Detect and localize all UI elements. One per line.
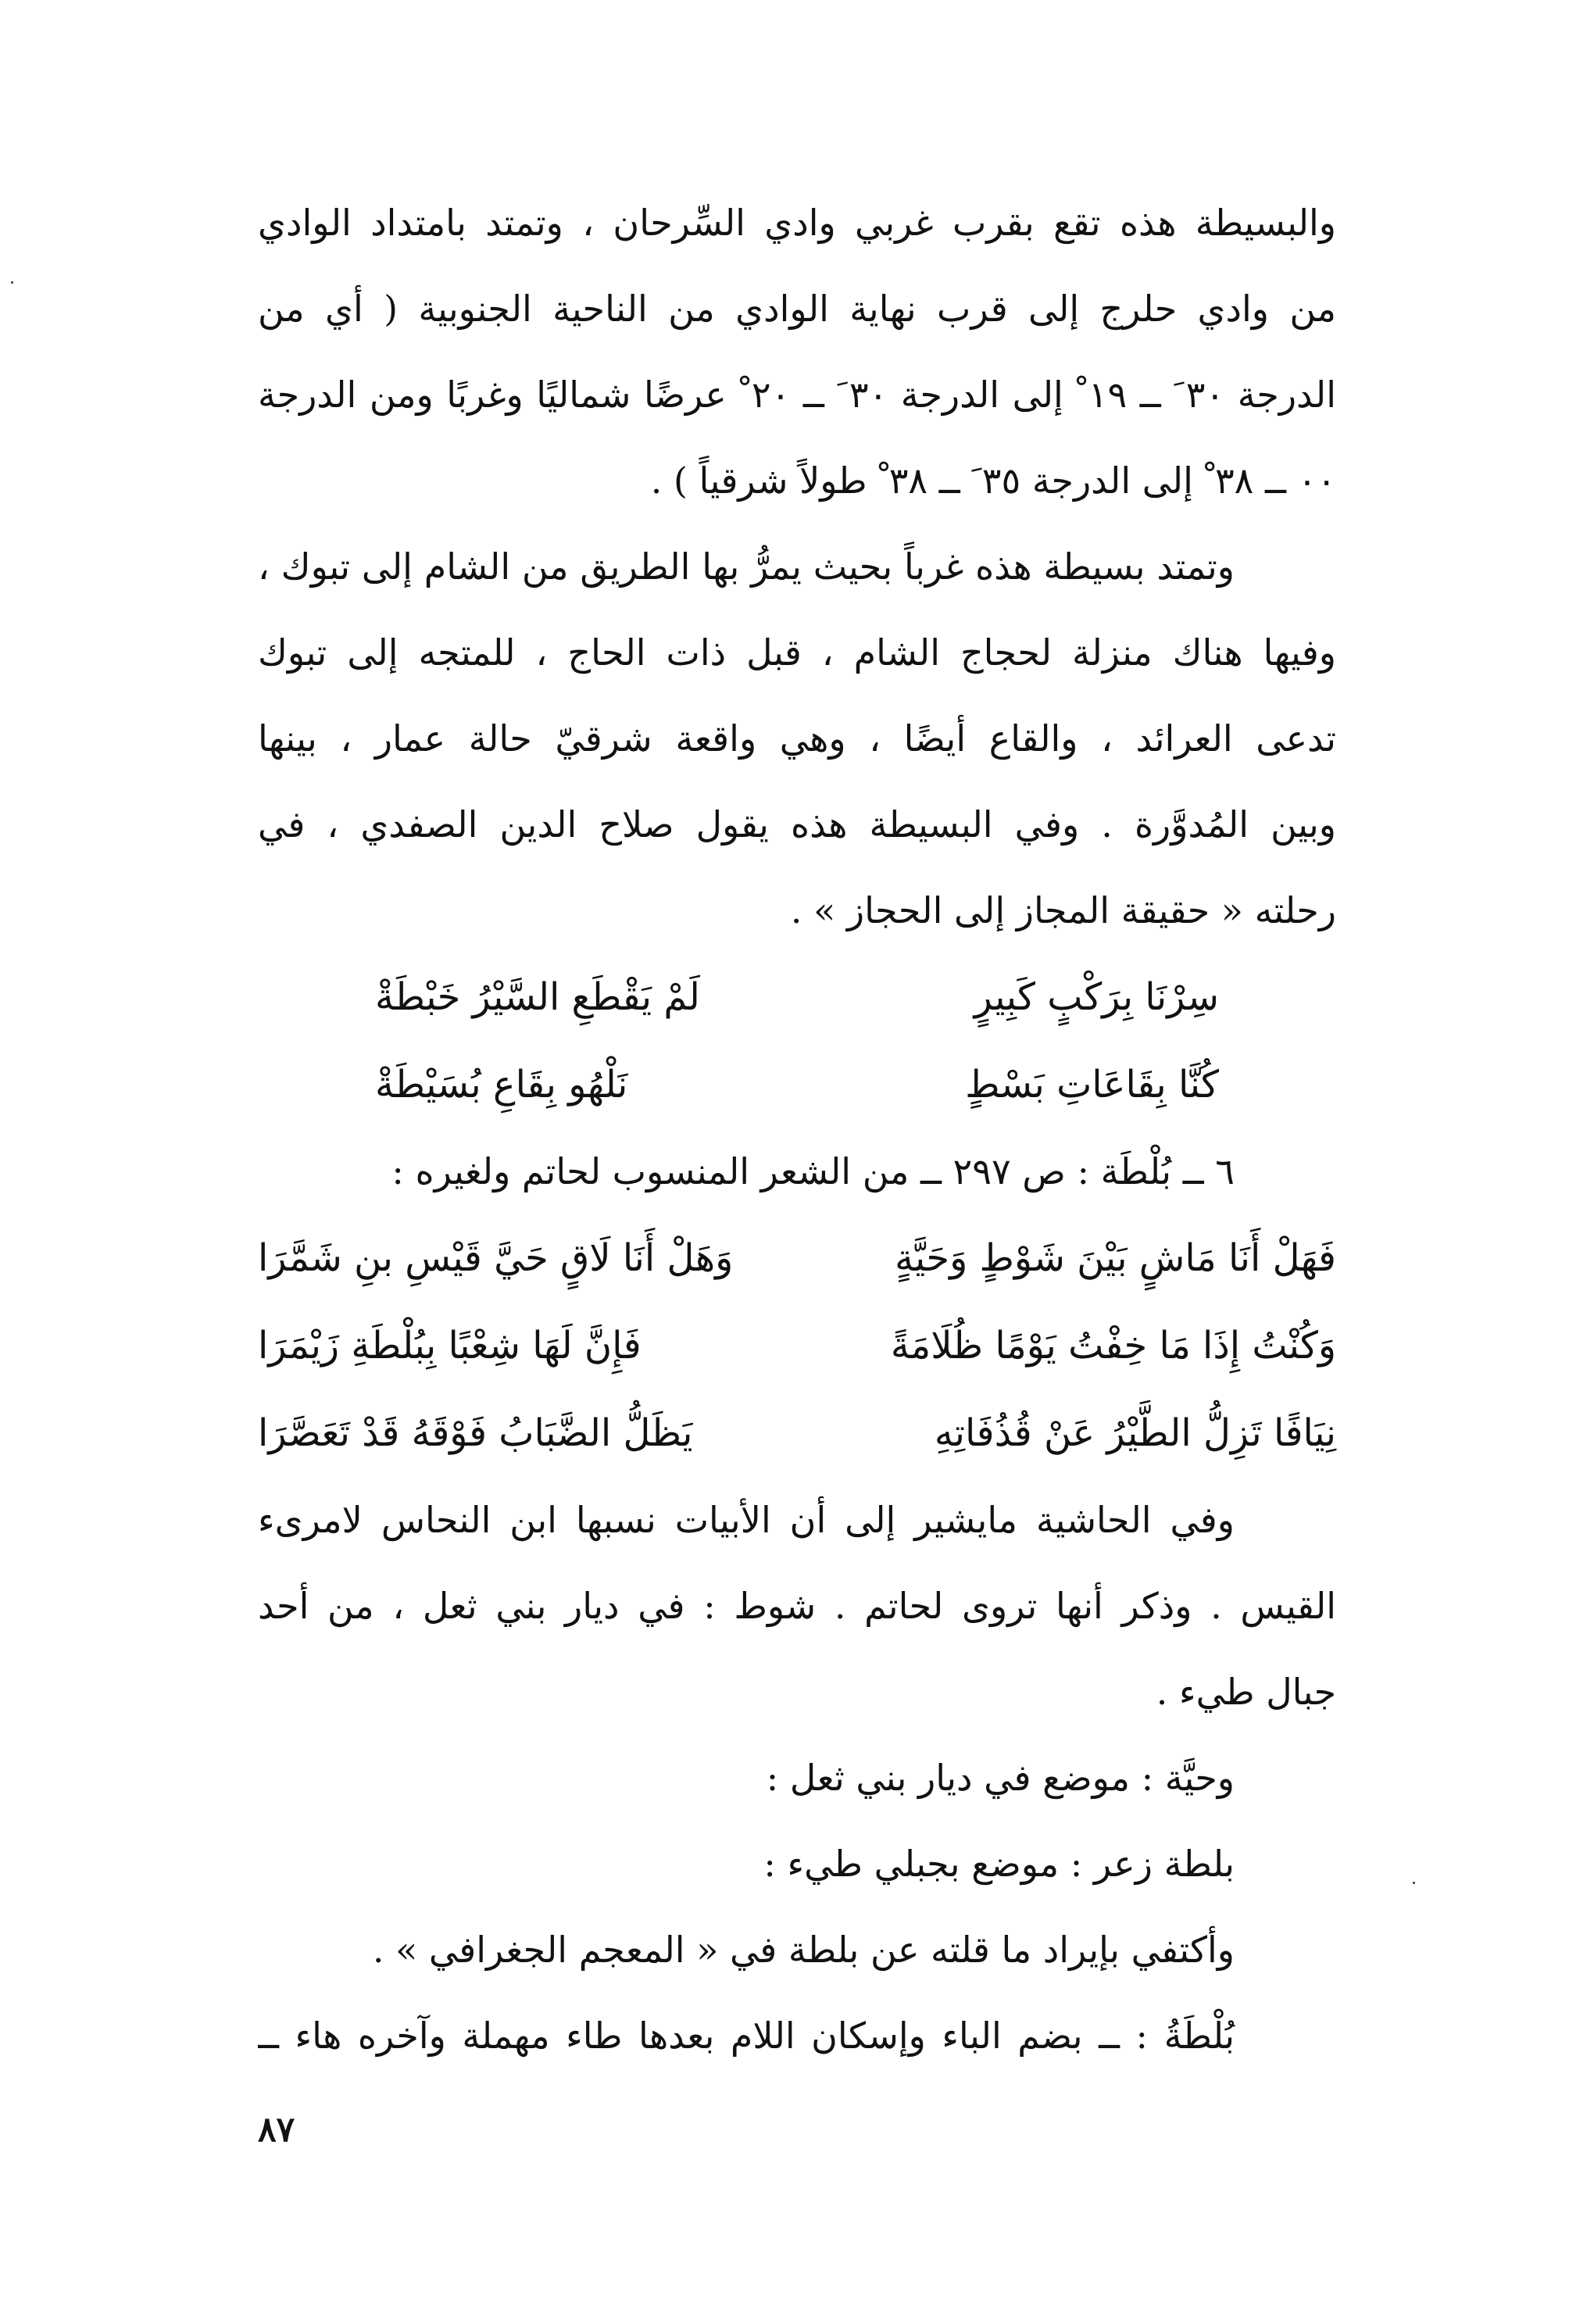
verse-second-hemistich: وَهَلْ أَنَا لَاقٍ حَيَّ قَيْسِ بنِ شَمَّرَا — [258, 1236, 734, 1280]
margin-dot — [11, 281, 13, 284]
verse-second-hemistich: يَظَلُّ الضَّبَابُ فَوْقَهُ قَدْ تَعَصَّرَا — [258, 1411, 693, 1455]
margin-dot — [1413, 1882, 1415, 1884]
text-line: وتمتد بسيطة هذه غرباً بحيث يمرُّ بها الطريق من الشام إلى تبوك ، — [258, 545, 1235, 588]
text-line: وفي الحاشية مايشير إلى أن الأبيات نسبها ابن النحاس لامرىء — [258, 1499, 1235, 1541]
verse-line — [258, 1041, 1336, 1128]
text-line: من وادي حلرج إلى قرب نهاية الوادي من الناحية الجنوبية ( أي من — [258, 288, 1336, 330]
verse-first-hemistich: نِيَافًا تَزِلُّ الطَّيْرُ عَنْ قُذُفَاتِهِ — [934, 1411, 1336, 1455]
verse-line — [258, 1214, 1336, 1302]
text-line: وفيها هناك منزلة لحجاج الشام ، قبل ذات الحاج ، للمتجه إلى تبوك — [258, 631, 1336, 674]
text-line: القيس . وذكر أنها تروى لحاتم . شوط : في ديار بني ثعل ، من أحد — [258, 1585, 1336, 1627]
text-line: والبسيطة هذه تقع بقرب غربي وادي السِّرحان ، وتمتد بامتداد الوادي — [258, 202, 1336, 244]
text-line: الدرجة ٣٠ َ ــ ١٩ ْ إلى الدرجة ٣٠ َ ــ ٢٠ ْ عرضًا شماليًا وغربًا ومن الدرجة — [258, 374, 1336, 416]
verse-first-hemistich: سِرْنَا بِرَكْبٍ كَبِيرٍ — [974, 975, 1219, 1019]
note-line: بلطة زعر : موضع بجبلي طيء : — [763, 1843, 1235, 1885]
verse-first-hemistich: كُنَّا بِقَاعَاتِ بَسْطٍ — [965, 1063, 1219, 1107]
verse-second-hemistich: نَلْهُو بِقَاعِ بُسَيْطَةْ — [375, 1063, 628, 1107]
verse-line — [258, 1389, 1336, 1477]
note-line: بُلْطَةُ : ــ بضم الباء وإسكان اللام بعدها طاء مهملة وآخره هاء ــ — [258, 2015, 1235, 2057]
text-line: ٠٠ ــ ٣٨ ْ إلى الدرجة ٣٥ َ ــ ٣٨ ْ طولاً شرقياً ) . — [650, 459, 1336, 502]
text-line: رحلته « حقيقة المجاز إلى الحجاز » . — [790, 889, 1336, 931]
verse-second-hemistich: فَإِنَّ لَهَا شِعْبًا بِبُلْطَةِ زَيْمَرَا — [258, 1324, 642, 1368]
section-heading: ٦ ــ بُلْطَة : ص ٢٩٧ ــ من الشعر المنسوب لحاتم ولغيره : — [391, 1150, 1235, 1192]
page-number: ٨٧ — [258, 2110, 295, 2150]
verse-first-hemistich: فَهَلْ أَنَا مَاشٍ بَيْنَ شَوْطٍ وَحَيَّةٍ — [895, 1236, 1336, 1280]
text-line: جبال طيء . — [1156, 1671, 1336, 1713]
verse-second-hemistich: لَمْ يَقْطَعِ السَّيْرُ خَبْطَةْ — [375, 975, 700, 1019]
note-line: وحيَّة : موضع في ديار بني ثعل : — [766, 1757, 1235, 1799]
verse-line — [258, 1302, 1336, 1389]
verse-line — [258, 953, 1336, 1041]
note-line: وأكتفي بإيراد ما قلته عن بلطة في « المعجم الجغرافي » . — [372, 1929, 1235, 1971]
main-text — [258, 180, 1336, 2079]
verse-first-hemistich: وَكُنْتُ إِذَا مَا خِفْتُ يَوْمًا ظُلَامَةً — [890, 1324, 1336, 1368]
text-line: تدعى العرائد ، والقاع أيضًا ، وهي واقعة شرقيّ حالة عمار ، بينها — [258, 717, 1336, 760]
text-line: وبين المُدوَّرة . وفي البسيطة هذه يقول صلاح الدين الصفدي ، في — [258, 803, 1336, 846]
